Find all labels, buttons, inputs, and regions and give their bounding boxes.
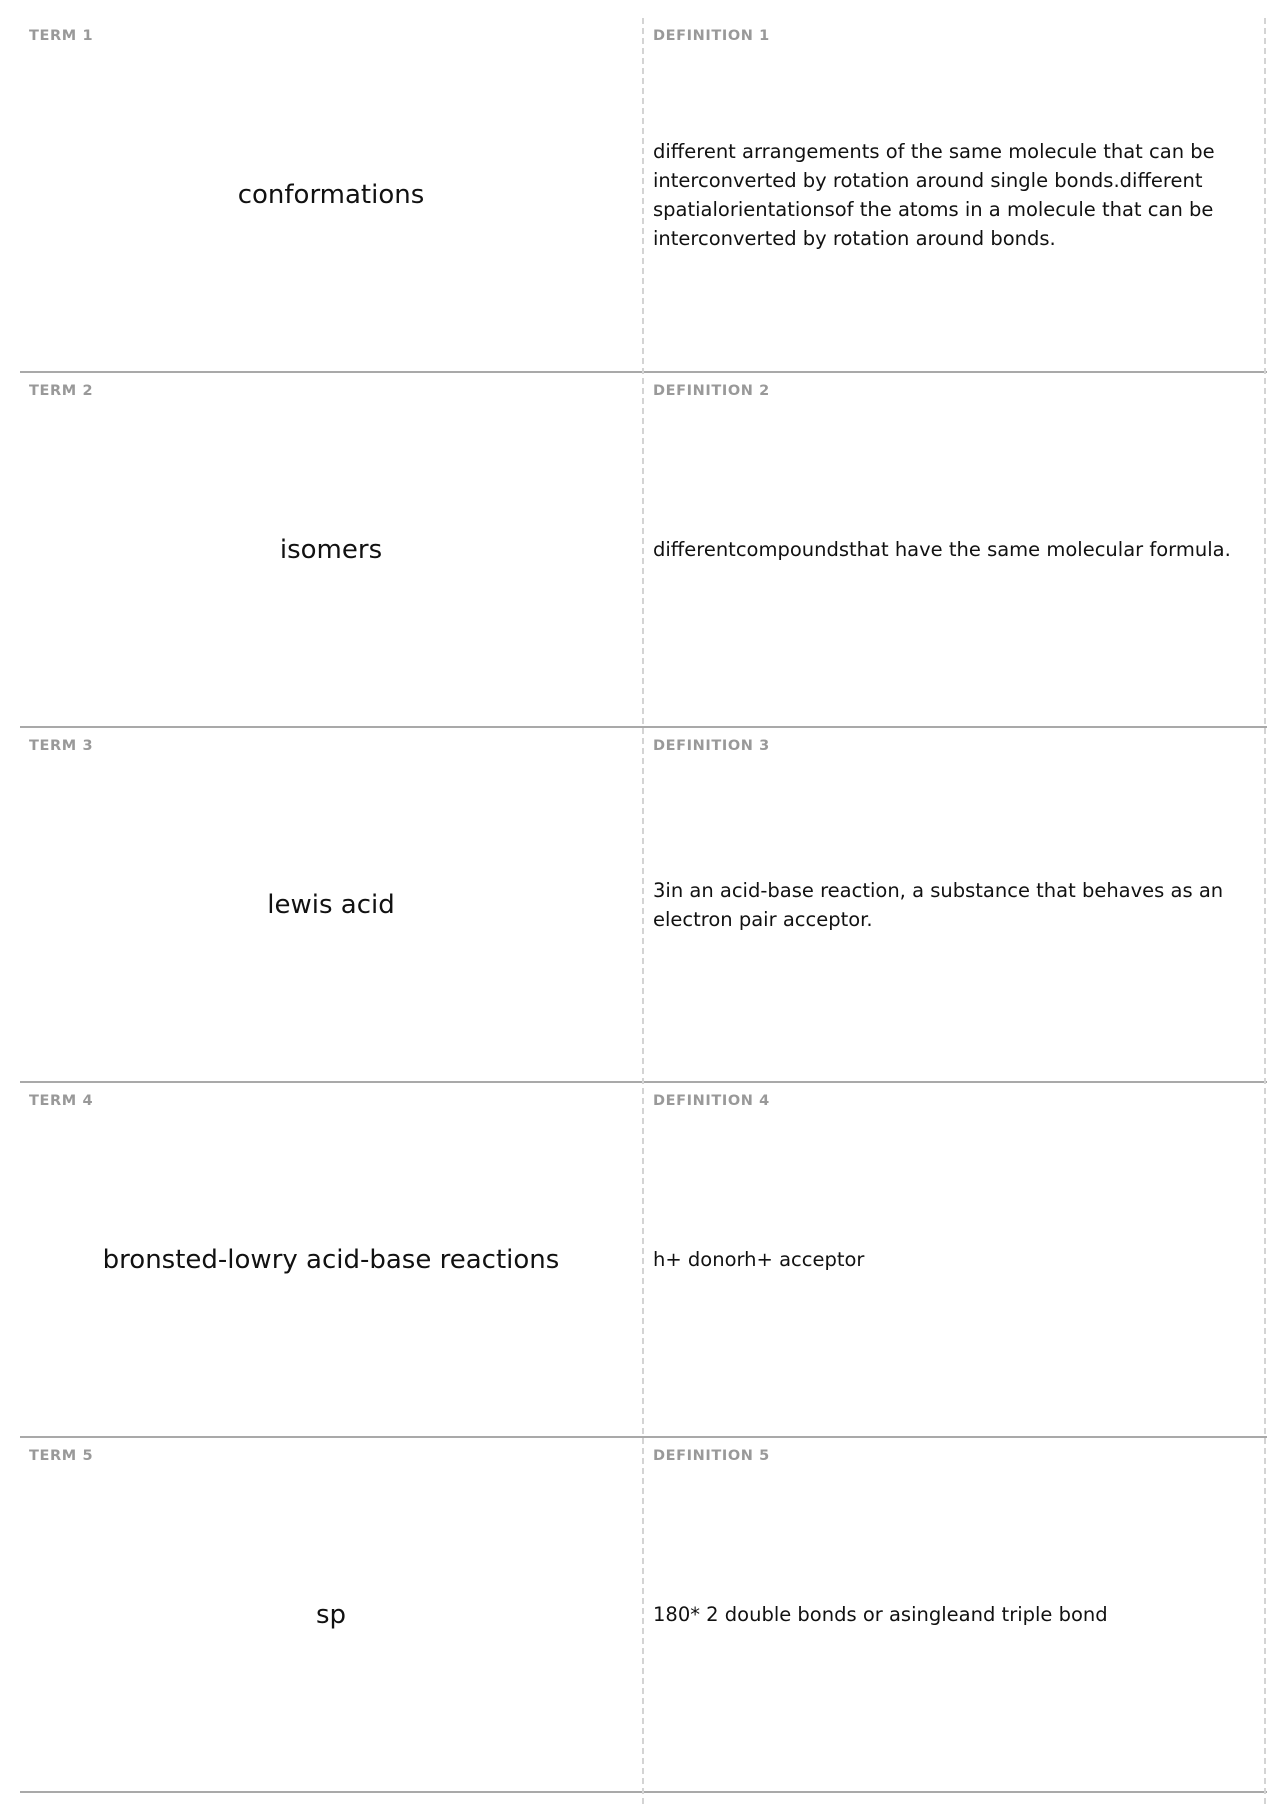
definition-label: DEFINITION 3 [653, 738, 770, 754]
term-text: isomers [279, 534, 383, 565]
right-edge-divider [1264, 18, 1266, 1804]
definition-cell [644, 1438, 1264, 1791]
term-cell [20, 728, 642, 1081]
term-label: TERM 4 [29, 1093, 94, 1109]
definition-cell [644, 1083, 1264, 1436]
definition-label: DEFINITION 1 [653, 28, 770, 44]
term-label: TERM 5 [29, 1448, 94, 1464]
term-label: TERM 2 [29, 383, 94, 399]
definition-label: DEFINITION 5 [653, 1448, 770, 1464]
definition-cell [644, 373, 1264, 726]
term-cell [20, 1083, 642, 1436]
term-cell [20, 1438, 642, 1791]
definition-label: DEFINITION 4 [653, 1093, 770, 1109]
term-text: sp [315, 1599, 347, 1630]
term-label: TERM 3 [29, 738, 94, 754]
term-cell [20, 18, 642, 371]
definition-text: h+ donorh+ acceptor [653, 1248, 865, 1271]
term-text: conformations [237, 179, 425, 210]
column-divider [642, 18, 644, 1804]
definition-cell [644, 728, 1264, 1081]
definition-text: differentcompoundsthat have the same molecular formula. [653, 538, 1231, 561]
term-label: TERM 1 [29, 28, 94, 44]
term-text: bronsted-lowry acid-base reactions [102, 1244, 560, 1275]
term-text: lewis acid [267, 889, 395, 920]
definition-text: different arrangements of the same molecule that can be interconverted by rotation around single bonds.different spatialorientationsof the atoms in a molecule that can be interconverted by rotation around bonds. [653, 139, 1215, 250]
term-cell [20, 373, 642, 726]
definition-text: 180* 2 double bonds or asingleand triple bond [653, 1603, 1108, 1626]
definition-text: 3in an acid-base reaction, a substance that behaves as an electron pair acceptor. [653, 878, 1224, 931]
flashcard-sheet [20, 18, 1267, 1804]
definition-cell [644, 18, 1264, 371]
definition-label: DEFINITION 2 [653, 383, 770, 399]
